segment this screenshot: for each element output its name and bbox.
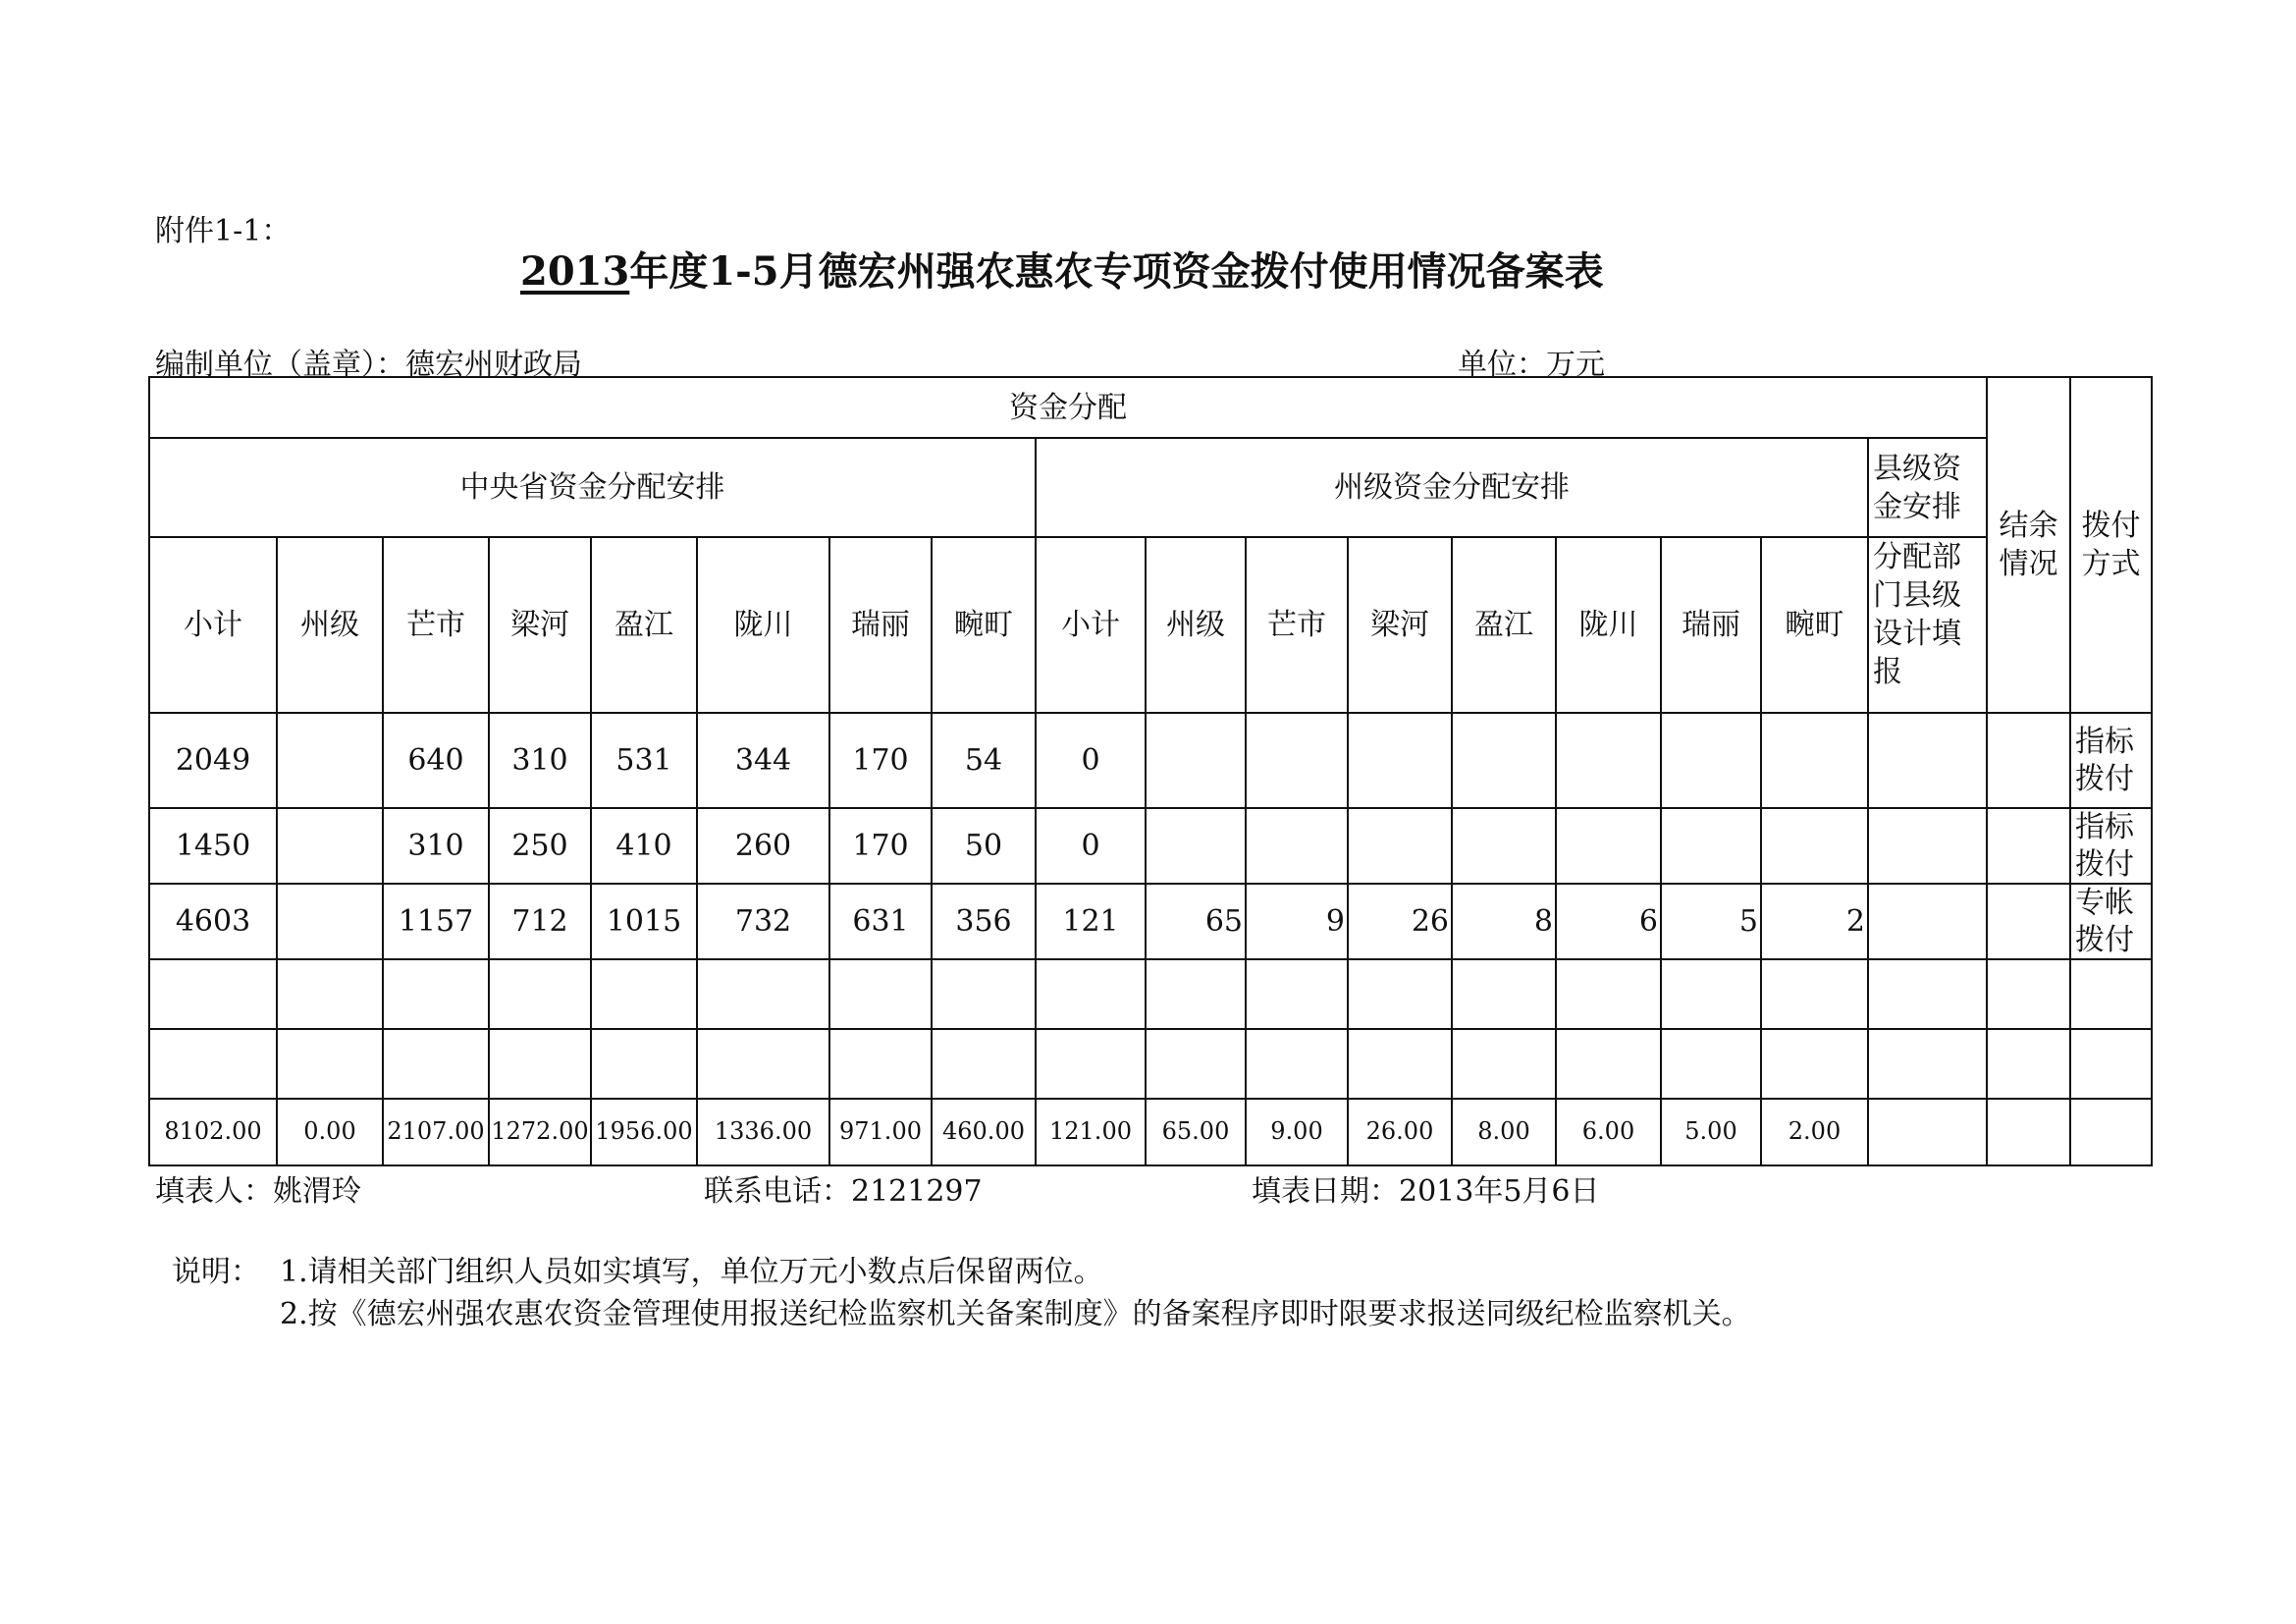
total-row [149, 1099, 2152, 1165]
prefecture-cell [1036, 1029, 1146, 1099]
central-cell: 260 [697, 808, 829, 884]
county-cell [1868, 884, 1987, 959]
col-header-prefecture: 小计 [1036, 537, 1146, 713]
prefecture-cell: 121 [1036, 884, 1146, 959]
prefecture-cell [1246, 713, 1348, 808]
central-cell: 356 [932, 884, 1036, 959]
title-year: 2013 [520, 248, 630, 295]
prefecture-cell: 8 [1452, 884, 1556, 959]
central-cell [277, 884, 383, 959]
balance-cell [1987, 808, 2070, 884]
prefecture-cell [1761, 959, 1868, 1029]
central-cell [277, 808, 383, 884]
prefecture-cell [1146, 959, 1246, 1029]
prefecture-cell: 0 [1036, 808, 1146, 884]
central-cell [829, 959, 932, 1029]
prefecture-cell: 0 [1036, 713, 1146, 808]
prefecture-cell [1146, 713, 1246, 808]
prefecture-cell [1452, 713, 1556, 808]
total-county-cell [1868, 1099, 1987, 1165]
central-cell: 1015 [591, 884, 697, 959]
central-cell [383, 959, 489, 1029]
prefecture-cell [1661, 959, 1761, 1029]
prefecture-cell: 2 [1761, 884, 1868, 959]
contact-phone: 联系电话：2121297 [704, 1174, 983, 1209]
central-cell: 410 [591, 808, 697, 884]
col-header-prefecture: 梁河 [1348, 537, 1452, 713]
central-cell: 631 [829, 884, 932, 959]
prefecture-cell [1452, 1029, 1556, 1099]
currency-unit: 单位：万元 [1458, 348, 1605, 382]
total-central-cell: 1272.00 [489, 1099, 591, 1165]
total-prefecture-cell: 8.00 [1452, 1099, 1556, 1165]
prefecture-cell [1661, 1029, 1761, 1099]
central-cell: 2049 [149, 713, 277, 808]
prefecture-cell: 65 [1146, 884, 1246, 959]
table-row [149, 713, 2152, 808]
county-cell [1868, 1029, 1987, 1099]
central-cell: 54 [932, 713, 1036, 808]
central-cell [383, 1029, 489, 1099]
central-cell: 170 [829, 713, 932, 808]
prefecture-cell [1348, 808, 1452, 884]
prefecture-cell [1246, 959, 1348, 1029]
central-cell: 1450 [149, 808, 277, 884]
central-cell: 712 [489, 884, 591, 959]
county-cell [1868, 808, 1987, 884]
total-prefecture-cell: 5.00 [1661, 1099, 1761, 1165]
prefecture-cell [1348, 713, 1452, 808]
header-county: 县级资金安排 [1868, 438, 1987, 537]
total-prefecture-cell: 26.00 [1348, 1099, 1452, 1165]
title-text: 年度1-5月德宏州强农惠农专项资金拨付使用情况备案表 [629, 248, 1604, 295]
prefecture-cell: 26 [1348, 884, 1452, 959]
central-cell [697, 959, 829, 1029]
total-prefecture-cell: 65.00 [1146, 1099, 1246, 1165]
prefecture-cell [1761, 1029, 1868, 1099]
central-cell: 531 [591, 713, 697, 808]
central-cell [932, 1029, 1036, 1099]
attachment-label: 附件1-1： [155, 214, 292, 248]
table-row [149, 1029, 2152, 1099]
central-cell [591, 1029, 697, 1099]
note-1: 1.请相关部门组织人员如实填写，单位万元小数点后保留两位。 [280, 1255, 1103, 1289]
prefecture-cell [1556, 713, 1661, 808]
balance-cell [1987, 884, 2070, 959]
col-header-prefecture: 瑞丽 [1661, 537, 1761, 713]
col-header-central: 瑞丽 [829, 537, 932, 713]
prefecture-cell [1348, 1029, 1452, 1099]
total-prefecture-cell: 2.00 [1761, 1099, 1868, 1165]
payment-method-cell: 专帐拨付 [2070, 884, 2152, 959]
central-cell [489, 1029, 591, 1099]
prefecture-cell: 5 [1661, 884, 1761, 959]
header-county-sub: 分配部门县级设计填报 [1868, 537, 1987, 713]
prefecture-cell: 9 [1246, 884, 1348, 959]
total-prefecture-cell: 9.00 [1246, 1099, 1348, 1165]
total-central-cell: 1336.00 [697, 1099, 829, 1165]
header-balance: 结余情况 [1987, 377, 2070, 713]
prefecture-cell: 6 [1556, 884, 1661, 959]
central-cell [277, 1029, 383, 1099]
central-cell [489, 959, 591, 1029]
prefecture-cell [1452, 808, 1556, 884]
header-prefecture: 州级资金分配安排 [1036, 438, 1868, 537]
prefecture-cell [1036, 959, 1146, 1029]
prefecture-cell [1246, 1029, 1348, 1099]
central-cell: 344 [697, 713, 829, 808]
balance-cell [1987, 713, 2070, 808]
payment-method-cell [2070, 1029, 2152, 1099]
header-payment-method: 拨付方式 [2070, 377, 2152, 713]
table-row [149, 884, 2152, 959]
col-header-prefecture: 畹町 [1761, 537, 1868, 713]
prefecture-cell [1661, 808, 1761, 884]
filler-name: 填表人：姚渭玲 [155, 1174, 361, 1209]
col-header-prefecture: 芒市 [1246, 537, 1348, 713]
form-title [520, 241, 1604, 297]
header-fund-allocation: 资金分配 [149, 377, 1987, 438]
central-cell: 250 [489, 808, 591, 884]
balance-cell [1987, 1029, 2070, 1099]
total-balance-cell [1987, 1099, 2070, 1165]
central-cell [149, 1029, 277, 1099]
prefecture-cell [1761, 808, 1868, 884]
total-central-cell: 2107.00 [383, 1099, 489, 1165]
payment-method-cell: 指标拨付 [2070, 713, 2152, 808]
payment-method-cell [2070, 959, 2152, 1029]
total-prefecture-cell: 6.00 [1556, 1099, 1661, 1165]
fill-date: 填表日期：2013年5月6日 [1252, 1174, 1600, 1209]
central-cell [277, 959, 383, 1029]
col-header-central: 小计 [149, 537, 277, 713]
total-central-cell: 8102.00 [149, 1099, 277, 1165]
county-cell [1868, 713, 1987, 808]
central-cell [149, 959, 277, 1029]
col-header-central: 盈江 [591, 537, 697, 713]
total-central-cell: 0.00 [277, 1099, 383, 1165]
col-header-central: 陇川 [697, 537, 829, 713]
note-2: 2.按《德宏州强农惠农资金管理使用报送纪检监察机关备案制度》的备案程序即时限要求报送同级纪检监察机关。 [280, 1297, 1751, 1331]
total-prefecture-cell: 121.00 [1036, 1099, 1146, 1165]
prefecture-cell [1556, 1029, 1661, 1099]
central-cell: 640 [383, 713, 489, 808]
central-cell: 50 [932, 808, 1036, 884]
central-cell: 310 [383, 808, 489, 884]
central-cell: 732 [697, 884, 829, 959]
central-cell [932, 959, 1036, 1029]
col-header-central: 梁河 [489, 537, 591, 713]
table-row [149, 959, 2152, 1029]
total-method-cell [2070, 1099, 2152, 1165]
prefecture-cell [1556, 959, 1661, 1029]
prefecture-cell [1146, 808, 1246, 884]
col-header-prefecture: 盈江 [1452, 537, 1556, 713]
fund-allocation-table [148, 376, 2153, 1166]
prefecture-cell [1246, 808, 1348, 884]
col-header-prefecture: 陇川 [1556, 537, 1661, 713]
table-row [149, 808, 2152, 884]
col-header-central: 芒市 [383, 537, 489, 713]
total-central-cell: 460.00 [932, 1099, 1036, 1165]
central-cell: 170 [829, 808, 932, 884]
central-cell: 310 [489, 713, 591, 808]
header-central-provincial: 中央省资金分配安排 [149, 438, 1036, 537]
total-central-cell: 971.00 [829, 1099, 932, 1165]
col-header-central: 州级 [277, 537, 383, 713]
total-central-cell: 1956.00 [591, 1099, 697, 1165]
central-cell [829, 1029, 932, 1099]
prefecture-cell [1661, 713, 1761, 808]
central-cell: 4603 [149, 884, 277, 959]
county-cell [1868, 959, 1987, 1029]
prefecture-cell [1348, 959, 1452, 1029]
payment-method-cell: 指标拨付 [2070, 808, 2152, 884]
balance-cell [1987, 959, 2070, 1029]
prefecture-cell [1556, 808, 1661, 884]
prefecture-cell [1146, 1029, 1246, 1099]
central-cell [591, 959, 697, 1029]
col-header-prefecture: 州级 [1146, 537, 1246, 713]
central-cell [277, 713, 383, 808]
prefecture-cell [1452, 959, 1556, 1029]
col-header-central: 畹町 [932, 537, 1036, 713]
notes-label: 说明： [172, 1255, 260, 1289]
central-cell: 1157 [383, 884, 489, 959]
central-cell [697, 1029, 829, 1099]
compiling-unit: 编制单位（盖章）：德宏州财政局 [155, 348, 582, 382]
prefecture-cell [1761, 713, 1868, 808]
